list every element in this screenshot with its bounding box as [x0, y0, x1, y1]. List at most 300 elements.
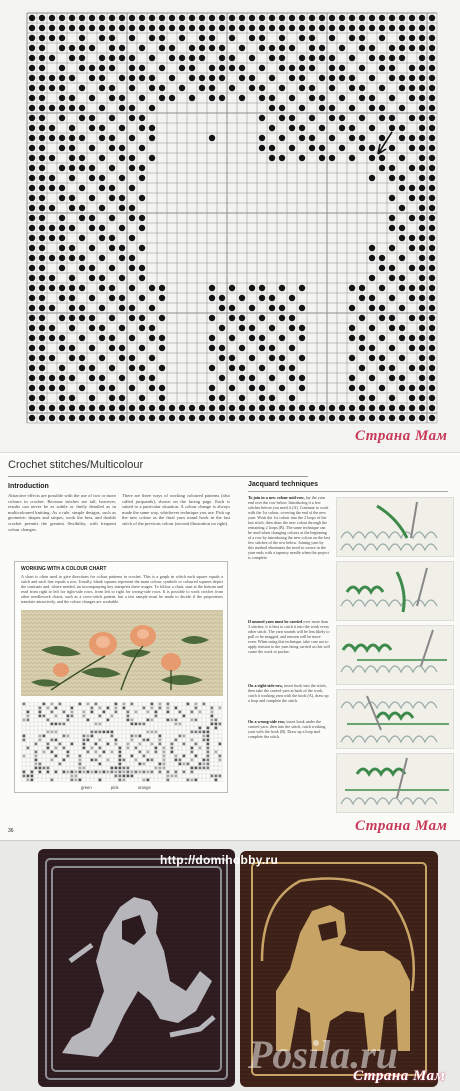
chart-dot	[249, 355, 255, 361]
chart-symbol	[135, 771, 138, 774]
chart-dot	[49, 225, 55, 231]
chart-symbol	[215, 723, 218, 726]
chart-dot	[69, 145, 75, 151]
chart-dot	[89, 45, 95, 51]
chart-symbol	[159, 707, 162, 710]
chart-symbol	[111, 715, 114, 718]
chart-dot	[399, 45, 405, 51]
chart-dot	[99, 65, 105, 71]
chart-dot	[399, 255, 405, 261]
chart-symbol	[43, 751, 46, 754]
chart-dot	[329, 115, 335, 121]
chart-dot	[79, 365, 85, 371]
chart-dot	[149, 75, 155, 81]
chart-dot	[99, 25, 105, 31]
chart-dot	[139, 365, 145, 371]
chart-dot	[119, 225, 125, 231]
chart-dot	[39, 275, 45, 281]
chart-dot	[149, 55, 155, 61]
chart-dot	[359, 145, 365, 151]
chart-dot	[389, 75, 395, 81]
chart-dot	[319, 75, 325, 81]
chart-symbol	[67, 719, 70, 722]
chart-dot	[219, 405, 225, 411]
chart-dot	[349, 405, 355, 411]
chart-dot	[409, 65, 415, 71]
chart-dot	[299, 135, 305, 141]
chart-symbol	[207, 735, 210, 738]
chart-dot	[99, 225, 105, 231]
chart-dot	[259, 345, 265, 351]
chart-dot	[429, 375, 435, 381]
chart-dot	[189, 25, 195, 31]
chart-symbol	[91, 707, 94, 710]
chart-dot	[89, 325, 95, 331]
chart-dot	[169, 15, 175, 21]
chart-dot	[409, 215, 415, 221]
chart-dot	[159, 35, 165, 41]
chart-dot	[419, 315, 425, 321]
chart-dot	[409, 135, 415, 141]
chart-dot	[299, 305, 305, 311]
chart-dot	[389, 365, 395, 371]
chart-dot	[389, 375, 395, 381]
chart-dot	[249, 15, 255, 21]
chart-dot	[299, 25, 305, 31]
chart-dot	[99, 125, 105, 131]
chart-symbol	[159, 771, 162, 774]
chart-symbol	[79, 779, 82, 782]
chart-dot	[399, 415, 405, 421]
chart-dot	[109, 115, 115, 121]
chart-symbol	[27, 719, 30, 722]
chart-dot	[289, 375, 295, 381]
chart-dot	[419, 215, 425, 221]
chart-symbol	[147, 751, 150, 754]
chart-dot	[119, 275, 125, 281]
chart-dot	[29, 105, 35, 111]
chart-dot	[109, 405, 115, 411]
chart-symbol	[127, 775, 130, 778]
chart-symbol	[51, 751, 54, 754]
chart-dot	[269, 375, 275, 381]
chart-dot	[139, 215, 145, 221]
chart-symbol	[71, 775, 74, 778]
chart-dot	[359, 25, 365, 31]
chart-symbol	[111, 731, 114, 734]
chart-dot	[329, 105, 335, 111]
chart-symbol	[175, 719, 178, 722]
chart-dot	[309, 35, 315, 41]
chart-dot	[409, 385, 415, 391]
chart-dot	[239, 395, 245, 401]
chart-dot	[29, 395, 35, 401]
chart-dot	[299, 355, 305, 361]
chart-dot	[39, 115, 45, 121]
chart-dot	[349, 25, 355, 31]
chart-dot	[369, 45, 375, 51]
chart-dot	[409, 315, 415, 321]
chart-symbol	[219, 707, 222, 710]
chart-dot	[89, 115, 95, 121]
chart-dot	[429, 405, 435, 411]
chart-symbol	[167, 707, 170, 710]
chart-symbol	[63, 735, 66, 738]
chart-dot	[299, 285, 305, 291]
chart-dot	[39, 145, 45, 151]
chart-symbol	[123, 779, 126, 782]
chart-dot	[269, 405, 275, 411]
chart-dot	[69, 285, 75, 291]
chart-dot	[149, 35, 155, 41]
chart-dot	[409, 345, 415, 351]
chart-dot	[29, 365, 35, 371]
chart-dot	[79, 305, 85, 311]
chart-dot	[259, 15, 265, 21]
chart-dot	[119, 355, 125, 361]
chart-symbol	[23, 719, 26, 722]
chart-dot	[319, 95, 325, 101]
source-url: http://domihobby.ru	[160, 853, 279, 867]
chart-dot	[119, 245, 125, 251]
chart-dot	[279, 65, 285, 71]
box-heading: WORKING WITH A COLOUR CHART	[21, 566, 107, 572]
chart-dot	[209, 365, 215, 371]
chart-dot	[419, 15, 425, 21]
chart-dot	[229, 365, 235, 371]
chart-symbol	[179, 763, 182, 766]
chart-dot	[149, 325, 155, 331]
chart-dot	[259, 145, 265, 151]
chart-dot	[389, 405, 395, 411]
chart-symbol	[39, 735, 42, 738]
chart-symbol	[123, 707, 126, 710]
chart-dot	[139, 415, 145, 421]
chart-dot	[339, 95, 345, 101]
chart-dot	[79, 415, 85, 421]
chart-dot	[139, 315, 145, 321]
chart-symbol	[99, 747, 102, 750]
chart-dot	[429, 275, 435, 281]
jacquard-divider	[248, 491, 448, 492]
chart-dot	[299, 55, 305, 61]
chart-dot	[79, 335, 85, 341]
chart-dot	[109, 135, 115, 141]
chart-symbol	[203, 739, 206, 742]
chart-dot	[79, 135, 85, 141]
chart-dot	[169, 405, 175, 411]
chart-dot	[309, 405, 315, 411]
chart-dot	[39, 75, 45, 81]
chart-dot	[229, 55, 235, 61]
chart-symbol	[107, 719, 110, 722]
chart-dot	[29, 115, 35, 121]
chart-symbol	[187, 763, 190, 766]
chart-dot	[319, 15, 325, 21]
chart-dot	[59, 315, 65, 321]
jacquard-illustration-e	[336, 753, 454, 813]
chart-symbol	[151, 731, 154, 734]
chart-dot	[129, 65, 135, 71]
chart-symbol	[51, 723, 54, 726]
chart-dot	[419, 325, 425, 331]
chart-dot	[419, 35, 425, 41]
chart-dot	[289, 115, 295, 121]
chart-dot	[369, 305, 375, 311]
chart-symbol	[31, 779, 34, 782]
chart-dot	[119, 415, 125, 421]
chart-symbol	[131, 703, 134, 706]
chart-symbol	[111, 735, 114, 738]
chart-dot	[359, 365, 365, 371]
chart-symbol	[39, 711, 42, 714]
chart-dot	[399, 175, 405, 181]
chart-dot	[269, 155, 275, 161]
chart-dot	[79, 185, 85, 191]
chart-dot	[309, 115, 315, 121]
chart-symbol	[67, 751, 70, 754]
chart-symbol	[47, 771, 50, 774]
chart-dot	[179, 65, 185, 71]
jacquard-illustration-d	[336, 689, 454, 749]
chart-dot	[49, 415, 55, 421]
chart-dot	[289, 75, 295, 81]
chart-dot	[59, 65, 65, 71]
chart-dot	[49, 235, 55, 241]
chart-symbol	[95, 723, 98, 726]
book-page-section	[0, 452, 460, 840]
chart-dot	[109, 395, 115, 401]
chart-dot	[149, 375, 155, 381]
chart-dot	[99, 385, 105, 391]
chart-symbol	[191, 731, 194, 734]
chart-symbol	[119, 775, 122, 778]
chart-symbol	[163, 747, 166, 750]
chart-dot	[269, 105, 275, 111]
chart-dot	[129, 415, 135, 421]
chart-dot	[109, 235, 115, 241]
intro-text: Attractive effects are possible with the use of two or more colours in crochet. Because stitches are tall, however, results can never be as subtle or finely detailed as in multicoloured knitting. As a rule, simple designs, such as geometric shapes and stripes, work the best, and double crochet permits the greatest flexibility, with frequent colour changes.	[8, 493, 116, 532]
chart-dot	[429, 55, 435, 61]
chart-dot	[209, 95, 215, 101]
chart-symbol	[123, 703, 126, 706]
chart-dot	[429, 225, 435, 231]
chart-dot	[139, 245, 145, 251]
chart-dot	[69, 245, 75, 251]
chart-dot	[359, 135, 365, 141]
chart-dot	[409, 405, 415, 411]
chart-dot	[49, 205, 55, 211]
chart-dot	[429, 95, 435, 101]
chart-dot	[69, 75, 75, 81]
key-label-orange: orange	[137, 785, 151, 790]
chart-dot	[389, 315, 395, 321]
chart-dot	[89, 415, 95, 421]
chart-dot	[329, 25, 335, 31]
chart-symbol	[51, 731, 54, 734]
chart-dot	[69, 95, 75, 101]
chart-symbol	[107, 731, 110, 734]
chart-dot	[109, 385, 115, 391]
chart-symbol	[23, 735, 26, 738]
chart-dot	[419, 285, 425, 291]
chart-dot	[269, 55, 275, 61]
chart-dot	[329, 65, 335, 71]
chart-dot	[389, 195, 395, 201]
chart-dot	[359, 285, 365, 291]
chart-dot	[29, 175, 35, 181]
chart-dot	[219, 325, 225, 331]
chart-dot	[399, 405, 405, 411]
chart-dot	[279, 365, 285, 371]
chart-dot	[429, 65, 435, 71]
chart-dot	[39, 215, 45, 221]
chart-dot	[59, 235, 65, 241]
chart-dot	[39, 245, 45, 251]
chart-symbol	[103, 711, 106, 714]
chart-dot	[299, 415, 305, 421]
chart-dot	[279, 15, 285, 21]
chart-dot	[399, 205, 405, 211]
chart-dot	[119, 345, 125, 351]
chart-dot	[369, 95, 375, 101]
chart-dot	[269, 325, 275, 331]
chart-dot	[349, 335, 355, 341]
chart-symbol	[75, 775, 78, 778]
chart-symbol	[55, 715, 58, 718]
chart-symbol	[35, 755, 38, 758]
chart-dot	[149, 305, 155, 311]
chart-dot	[379, 365, 385, 371]
chart-symbol	[155, 751, 158, 754]
key-label-pink: pink	[110, 785, 119, 790]
chart-symbol	[71, 743, 74, 746]
chart-symbol	[59, 703, 62, 706]
chart-dot	[129, 185, 135, 191]
chart-dot	[219, 355, 225, 361]
chart-symbol	[43, 703, 46, 706]
chart-symbol	[147, 771, 150, 774]
chart-dot	[239, 405, 245, 411]
chart-dot	[79, 235, 85, 241]
chart-dot	[129, 105, 135, 111]
chart-dot	[379, 335, 385, 341]
chart-dot	[199, 415, 205, 421]
chart-dot	[129, 75, 135, 81]
chart-symbol	[91, 735, 94, 738]
chart-dot	[349, 105, 355, 111]
chart-dot	[399, 135, 405, 141]
chart-dot	[329, 75, 335, 81]
chart-dot	[339, 45, 345, 51]
chart-symbol	[131, 739, 134, 742]
chart-dot	[429, 115, 435, 121]
chart-symbol	[175, 755, 178, 758]
chart-dot	[209, 345, 215, 351]
chart-symbol	[215, 719, 218, 722]
chart-symbol	[155, 715, 158, 718]
chart-dot	[369, 15, 375, 21]
chart-dot	[139, 295, 145, 301]
chart-dot	[89, 125, 95, 131]
chart-dot	[369, 155, 375, 161]
chart-symbol	[63, 747, 66, 750]
chart-dot	[69, 305, 75, 311]
chart-symbol	[51, 739, 54, 742]
chart-dot	[79, 55, 85, 61]
chart-dot	[349, 35, 355, 41]
chart-dot	[99, 415, 105, 421]
chart-dot	[249, 335, 255, 341]
chart-dot	[69, 355, 75, 361]
chart-dot	[239, 295, 245, 301]
chart-dot	[359, 295, 365, 301]
chart-symbol	[187, 703, 190, 706]
chart-dot	[299, 35, 305, 41]
chart-dot	[369, 405, 375, 411]
chart-dot	[49, 155, 55, 161]
chart-dot	[49, 285, 55, 291]
chart-dot	[299, 335, 305, 341]
chart-dot	[69, 105, 75, 111]
chart-symbol	[211, 719, 214, 722]
chart-dot	[429, 45, 435, 51]
chart-dot	[399, 285, 405, 291]
chart-dot	[339, 405, 345, 411]
chart-dot	[259, 45, 265, 51]
chart-dot	[59, 285, 65, 291]
chart-symbol	[83, 767, 86, 770]
chart-dot	[159, 365, 165, 371]
chart-dot	[379, 285, 385, 291]
chart-dot	[369, 325, 375, 331]
chart-symbol	[35, 759, 38, 762]
chart-dot	[429, 415, 435, 421]
chart-dot	[129, 305, 135, 311]
chart-dot	[149, 135, 155, 141]
chart-dot	[69, 345, 75, 351]
chart-dot	[199, 55, 205, 61]
chart-symbol	[79, 771, 82, 774]
chart-symbol	[163, 751, 166, 754]
chart-dot	[279, 45, 285, 51]
chart-dot	[269, 125, 275, 131]
chart-dot	[49, 55, 55, 61]
chart-dot	[99, 355, 105, 361]
chart-symbol	[51, 703, 54, 706]
chart-dot	[29, 315, 35, 321]
chart-dot	[389, 345, 395, 351]
chart-dot	[349, 125, 355, 131]
chart-dot	[429, 35, 435, 41]
chart-symbol	[175, 759, 178, 762]
chart-dot	[379, 255, 385, 261]
chart-symbol	[123, 771, 126, 774]
chart-dot	[59, 395, 65, 401]
chart-symbol	[155, 747, 158, 750]
chart-dot	[29, 385, 35, 391]
chart-dot	[209, 285, 215, 291]
chart-dot	[269, 15, 275, 21]
chart-dot	[149, 85, 155, 91]
chart-dot	[59, 365, 65, 371]
chart-dot	[169, 25, 175, 31]
chart-dot	[349, 15, 355, 21]
chart-symbol	[115, 703, 118, 706]
chart-dot	[39, 155, 45, 161]
chart-symbol	[99, 739, 102, 742]
chart-dot	[89, 175, 95, 181]
